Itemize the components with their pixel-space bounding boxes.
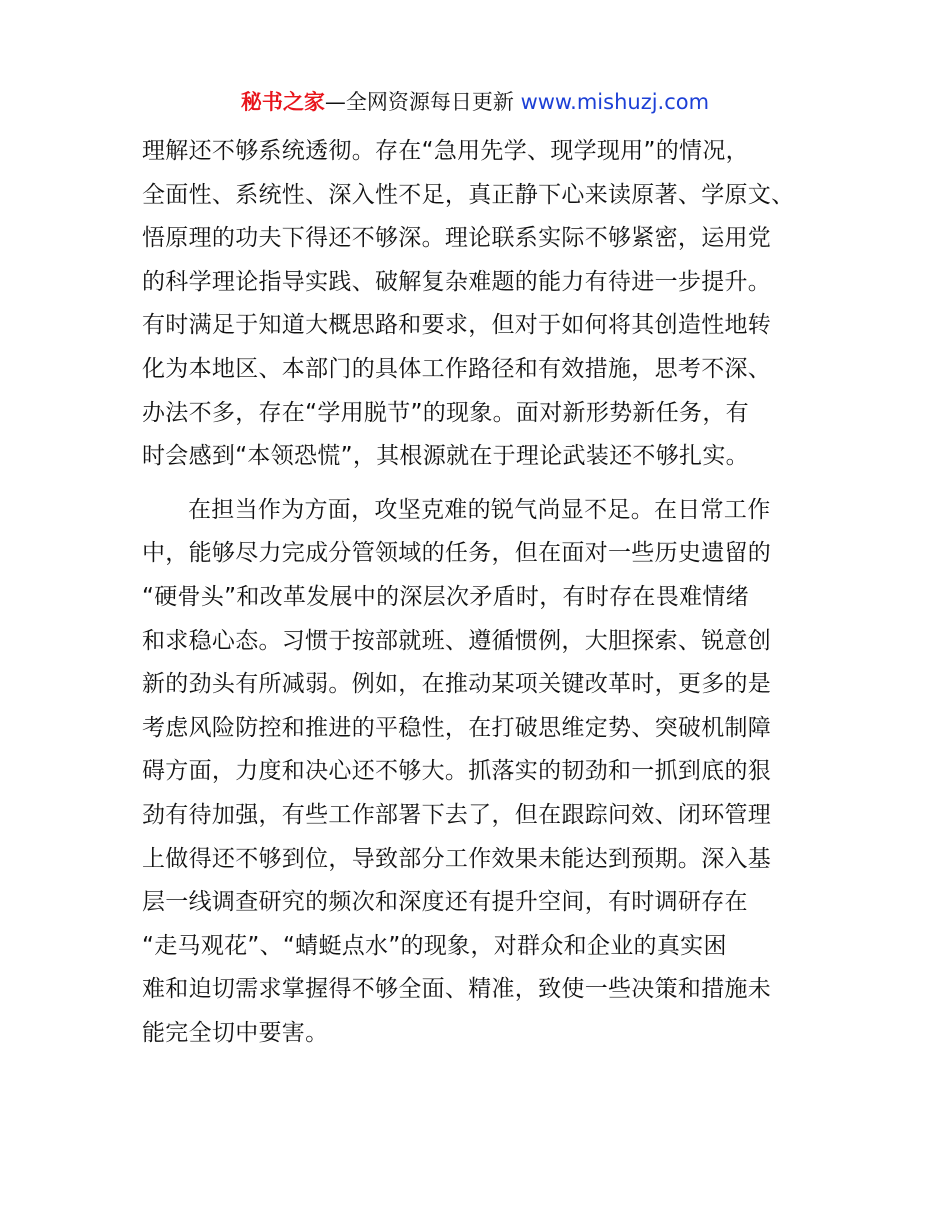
paragraph-spacer	[142, 479, 826, 489]
text-line: “硬骨头”和改革发展中的深层次矛盾时，有时存在畏难情绪	[142, 583, 749, 610]
text-line: 在担当作为方面，攻坚克难的锐气尚显不足。在日常工作	[188, 496, 771, 523]
document-body	[142, 130, 826, 1055]
text-line: 新的劲头有所减弱。例如，在推动某项关键改革时，更多的是	[142, 671, 772, 698]
text-line: 办法不多，存在“学用脱节”的现象。面对新形势新任务，有	[142, 399, 749, 426]
brand-name: 秘书之家	[240, 90, 325, 114]
text-line: 碍方面，力度和决心还不够大。抓落实的韧劲和一抓到底的狠	[142, 758, 772, 785]
page-header	[0, 86, 950, 118]
text-line: 理解还不够系统透彻。存在“急用先学、现学现用”的情况，	[142, 138, 749, 164]
text-line: 劲有待加强，有些工作部署下去了，但在跟踪问效、闭环管理	[142, 801, 772, 828]
text-line: 层一线调查研究的频次和深度还有提升空间，有时调研存在	[142, 889, 748, 916]
website-link[interactable]: www.mishuzj.com	[520, 90, 710, 114]
header-tagline: —全网资源每日更新	[324, 90, 521, 114]
text-line: 和求稳心态。习惯于按部就班、遵循惯例，大胆探索、锐意创	[142, 627, 772, 654]
text-line: 的科学理论指导实践、破解复杂难题的能力有待进一步提升。	[142, 268, 772, 295]
text-line: 中，能够尽力完成分管领域的任务，但在面对一些历史遗留的	[142, 540, 772, 567]
text-line: 能完全切中要害。	[142, 1019, 329, 1046]
paragraph-2	[142, 489, 826, 1056]
paragraph-1	[142, 130, 826, 479]
text-line: 全面性、系统性、深入性不足，真正静下心来读原著、学原文、	[142, 181, 795, 208]
text-line: 有时满足于知道大概思路和要求，但对于如何将其创造性地转	[142, 312, 772, 339]
text-line: 悟原理的功夫下得还不够深。理论联系实际不够紧密，运用党	[142, 225, 772, 252]
text-line: 化为本地区、本部门的具体工作路径和有效措施，思考不深、	[142, 355, 772, 382]
text-line: 难和迫切需求掌握得不够全面、精准，致使一些决策和措施未	[142, 976, 772, 1003]
text-line: 上做得还不够到位，导致部分工作效果未能达到预期。深入基	[142, 845, 772, 872]
text-line: 考虑风险防控和推进的平稳性，在打破思维定势、突破机制障	[142, 714, 772, 741]
text-line: 时会感到“本领恐慌”，其根源就在于理论武装还不够扎实。	[142, 443, 749, 470]
text-line: “走马观花”、“蜻蜓点水”的现象，对群众和企业的真实困	[142, 932, 727, 959]
